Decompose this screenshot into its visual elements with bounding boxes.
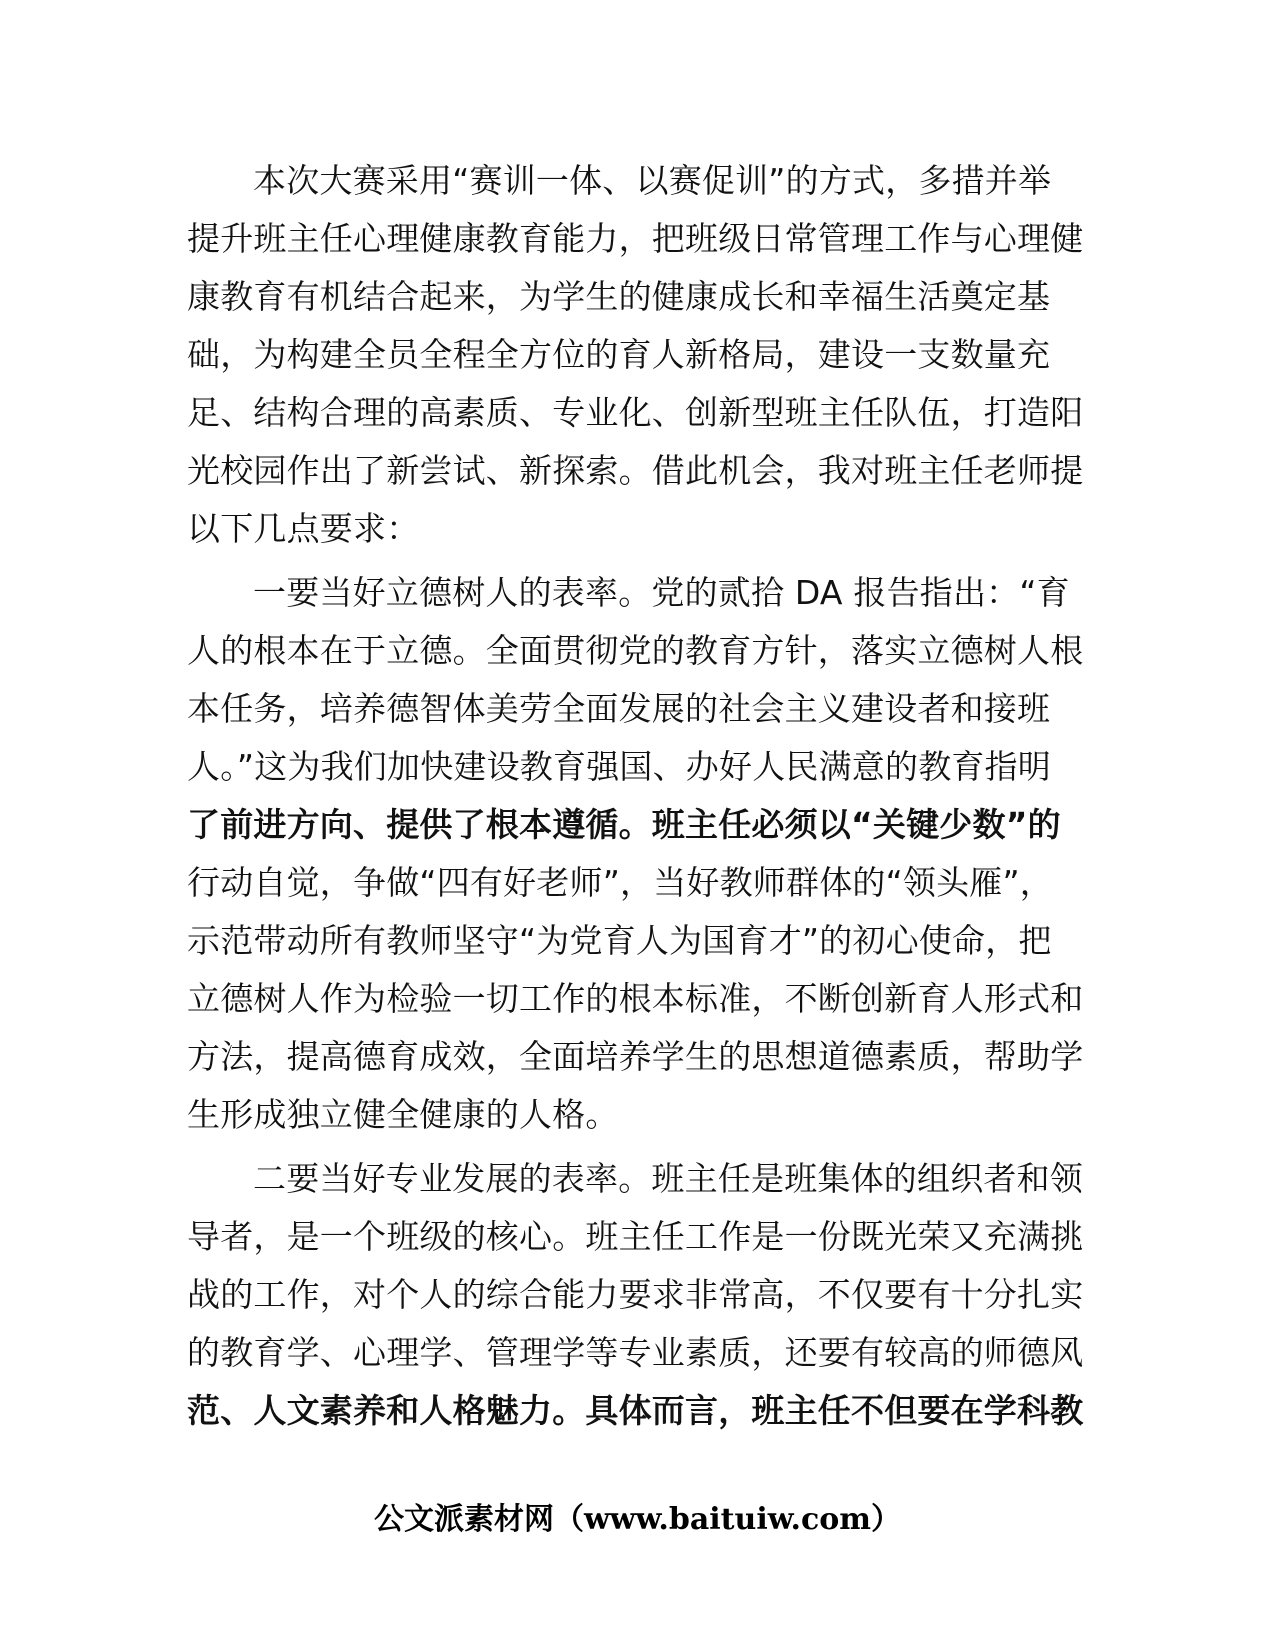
- paragraph-2-line: 人的根本在于立德。全面贯彻党的教育方针，落实立德树人根: [187, 631, 1084, 670]
- paragraph-1-line: 本次大赛采用“赛训一体、以赛促训”的方式，多措并举: [253, 161, 1052, 200]
- paragraph-3-line: 战的工作，对个人的综合能力要求非常高，不仅要有十分扎实: [187, 1275, 1084, 1314]
- paragraph-2-line: 生形成独立健全健康的人格。: [187, 1095, 619, 1134]
- paragraph-3-line: 导者，是一个班级的核心。班主任工作是一份既光荣又充满挑: [187, 1217, 1084, 1256]
- paragraph-3-line: 范、人文素养和人格魅力。具体而言，班主任不但要在学科教: [187, 1391, 1084, 1430]
- paragraph-2-line: 人。”这为我们加快建设教育强国、办好人民满意的教育指明: [187, 747, 1051, 786]
- paragraph-2-line: 立德树人作为检验一切工作的根本标准，不断创新育人形式和: [187, 979, 1084, 1018]
- paragraph-1-line: 提升班主任心理健康教育能力，把班级日常管理工作与心理健: [187, 219, 1084, 258]
- paragraph-1-line: 以下几点要求：: [187, 509, 420, 548]
- paragraph-1-line: 光校园作出了新尝试、新探索。借此机会，我对班主任老师提: [187, 451, 1084, 490]
- paragraph-2-line: 示范带动所有教师坚守“为党育人为国育才”的初心使命，把: [187, 921, 1052, 960]
- document-body: [187, 152, 1087, 1440]
- paragraph-2-line: 本任务，培养德智体美劳全面发展的社会主义建设者和接班: [187, 689, 1051, 728]
- paragraph-1-line: 础，为构建全员全程全方位的育人新格局，建设一支数量充: [187, 335, 1051, 374]
- paragraph-3-line: 的教育学、心理学、管理学等专业素质，还要有较高的师德风: [187, 1333, 1084, 1372]
- paragraph-2-line: 一要当好立德树人的表率。党的贰拾 DA 报告指出：“育: [253, 573, 1070, 612]
- paragraph-1-line: 康教育有机结合起来，为学生的健康成长和幸福生活奠定基: [187, 277, 1051, 316]
- paragraph-2-line: 方法，提高德育成效，全面培养学生的思想道德素质，帮助学: [187, 1037, 1084, 1076]
- footer-watermark: 公文派素材网（www.baituiw.com）: [373, 1502, 902, 1537]
- paragraph-2-line: 了前进方向、提供了根本遵循。班主任必须以“关键少数”的: [187, 805, 1061, 844]
- paragraph-1-line: 足、结构合理的高素质、专业化、创新型班主任队伍，打造阳: [187, 393, 1084, 432]
- paragraph-2-line: 行动自觉，争做“四有好老师”，当好教师群体的“领头雁”，: [187, 863, 1053, 902]
- paragraph-3-line: 二要当好专业发展的表率。班主任是班集体的组织者和领: [253, 1159, 1083, 1198]
